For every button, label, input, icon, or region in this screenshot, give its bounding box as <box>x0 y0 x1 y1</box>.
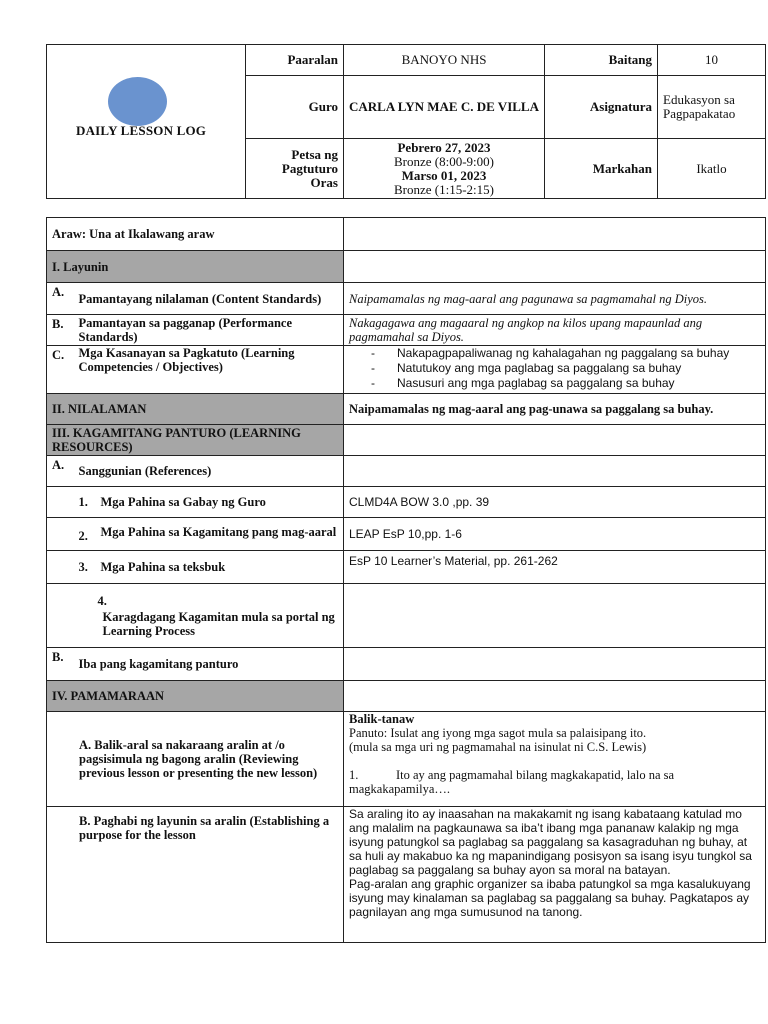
baitang-label: Baitang <box>545 45 658 76</box>
references-label: Sanggunian (References) <box>74 456 344 487</box>
purpose-paragraph-1: Sa araling ito ay inaasahan na makakamit ng isang kabataang katulad mo ang malalim na pagkaunawa sa iba’t ibang mga pananaw kalakip ng mga isyung patungkol sa paglabag sa paggalang sa kasagraduhan ng buhay, at sa huli ay makabuo ka ng mapanindigang posisyon sa isang isyu tungkol sa paglabag sa paggalang sa buhay ayon sa moral na batayan. <box>349 807 752 877</box>
date-1: Pebrero 27, 2023 <box>397 139 491 155</box>
competency-item: - Natutukoy ang mga paglabag sa paggalang sa buhay <box>371 361 760 376</box>
ref4-label <box>74 584 344 648</box>
ref1-text: Mga Pahina sa Gabay ng Guro <box>100 495 266 509</box>
guro-label: Guro <box>246 76 344 139</box>
asignatura-value: Edukasyon sa Pagpapakatao <box>658 76 766 139</box>
ref2-text: Mga Pahina sa Kagamitang pang mag-aaral <box>100 525 337 539</box>
row-c-letter: C. <box>47 346 74 394</box>
section-layunin: I. Layunin <box>47 251 344 283</box>
other-resources-label: Iba pang kagamitang panturo <box>74 648 344 681</box>
competencies-list <box>344 346 766 394</box>
ref1-label <box>74 487 344 518</box>
other-letter: B. <box>47 648 74 681</box>
purpose-content <box>344 807 766 943</box>
ref2-num <box>47 518 74 551</box>
kagamitan-value <box>344 425 766 456</box>
content-standards-label: Pamantayang nilalaman (Content Standards) <box>74 283 344 315</box>
ref1-number: 1. <box>78 495 88 509</box>
review-item-num: 1. <box>349 768 359 782</box>
markahan-label: Markahan <box>545 139 658 199</box>
content-standards-value: Naipamamalas ng mag-aaral ang pagunawa sa pagmamahal ng Diyos. <box>344 283 766 315</box>
layunin-value <box>344 251 766 283</box>
purpose-label: B. Paghabi ng layunin sa aralin (Establishing a purpose for the lesson <box>47 807 344 943</box>
logo-cell <box>47 45 246 199</box>
date-2: Marso 01, 2023 <box>401 167 487 183</box>
ref3-value: EsP 10 Learner’s Material, pp. 261-262 <box>344 551 766 584</box>
araw-value <box>344 218 766 251</box>
pamamaraan-value <box>344 681 766 712</box>
section-nilalaman: II. NILALAMAN <box>47 394 344 425</box>
review-item <box>349 768 760 796</box>
ref3-num <box>47 551 74 584</box>
guro-value: CARLA LYN MAE C. DE VILLA <box>344 76 545 139</box>
purpose-paragraph-2: Pag-aralan ang graphic organizer sa ibaba patungkol sa mga kasalukuyang isyung may kinalaman sa paglabag sa paggalang sa buhay. Pagkatapos ay pagnilayan ang mga sumusunod na tanong. <box>349 877 751 919</box>
review-line-1: Panuto: Isulat ang iyong mga sagot mula sa palaisipang ito. <box>349 726 647 740</box>
references-value <box>344 456 766 487</box>
ref2-label <box>74 518 344 551</box>
row-a-letter: A. <box>47 283 74 315</box>
ref4-num <box>47 584 74 648</box>
nilalaman-value: Naipamamalas ng mag-aaral ang pag-unawa sa paggalang sa buhay. <box>344 394 766 425</box>
ref3-number: 3. <box>78 560 88 574</box>
review-content <box>344 712 766 807</box>
row-b-letter: B. <box>47 315 74 346</box>
baitang-value: 10 <box>658 45 766 76</box>
ref3-label <box>74 551 344 584</box>
petsa-label-line1: Petsa ng <box>291 146 338 162</box>
competency-item: - Nasusuri ang mga paglabag sa paggalang sa buhay <box>371 376 760 391</box>
ref4-value <box>344 584 766 648</box>
paaralan-value: BANOYO NHS <box>344 45 545 76</box>
ref4-text: Karagdagang Kagamitan mula sa portal ng Learning Process <box>102 609 335 638</box>
time-1: Bronze (8:00-9:00) <box>393 153 494 169</box>
lesson-table <box>46 217 766 943</box>
section-kagamitan: III. KAGAMITANG PANTURO (LEARNING RESOURCES) <box>47 425 344 456</box>
performance-standards-value: Nakagagawa ang magaaral ng angkop na kilos upang mapaunlad ang pagmamahal sa Diyos. <box>344 315 766 346</box>
ref2-number: 2. <box>78 529 88 543</box>
ref1-value: CLMD4A BOW 3.0 ,pp. 39 <box>344 487 766 518</box>
petsa-label <box>246 139 344 199</box>
ref1-num <box>47 487 74 518</box>
review-line-2: (mula sa mga uri ng pagmamahal na isinulat ni C.S. Lewis) <box>349 740 647 754</box>
review-label: A. Balik-aral sa nakaraang aralin at /o pagsisimula ng bagong aralin (Reviewing previous lesson or presenting the new lesson) <box>47 712 344 807</box>
ref3-text: Mga Pahina sa teksbuk <box>100 560 226 574</box>
section-pamamaraan: IV. PAMAMARAAN <box>47 681 344 712</box>
competencies-label: Mga Kasanayan sa Pagkatuto (Learning Competencies / Objectives) <box>74 346 344 394</box>
time-2: Bronze (1:15-2:15) <box>393 181 494 197</box>
page-title: DAILY LESSON LOG <box>76 123 207 138</box>
school-logo <box>108 77 167 126</box>
araw-label: Araw: Una at Ikalawang araw <box>47 218 344 251</box>
petsa-label-line2: Pagtuturo <box>281 160 338 176</box>
paaralan-label: Paaralan <box>246 45 344 76</box>
competency-item: - Nakapagpapaliwanag ng kahalagahan ng paggalang sa buhay <box>371 346 760 361</box>
review-item-text: Ito ay ang pagmamahal bilang magkakapatid, lalo na sa magkakapamilya…. <box>349 768 675 796</box>
ref-letter: A. <box>47 456 74 487</box>
header-table <box>46 44 766 199</box>
ref2-value: LEAP EsP 10,pp. 1-6 <box>344 518 766 551</box>
asignatura-label: Asignatura <box>545 76 658 139</box>
schedule-cell <box>344 139 545 199</box>
other-resources-value <box>344 648 766 681</box>
ref4-number: 4. <box>97 593 107 608</box>
performance-standards-label: Pamantayan sa pagganap (Performance Standards) <box>74 315 344 346</box>
markahan-value: Ikatlo <box>658 139 766 199</box>
review-title: Balik-tanaw <box>349 712 415 726</box>
petsa-label-line3: Oras <box>310 174 338 190</box>
